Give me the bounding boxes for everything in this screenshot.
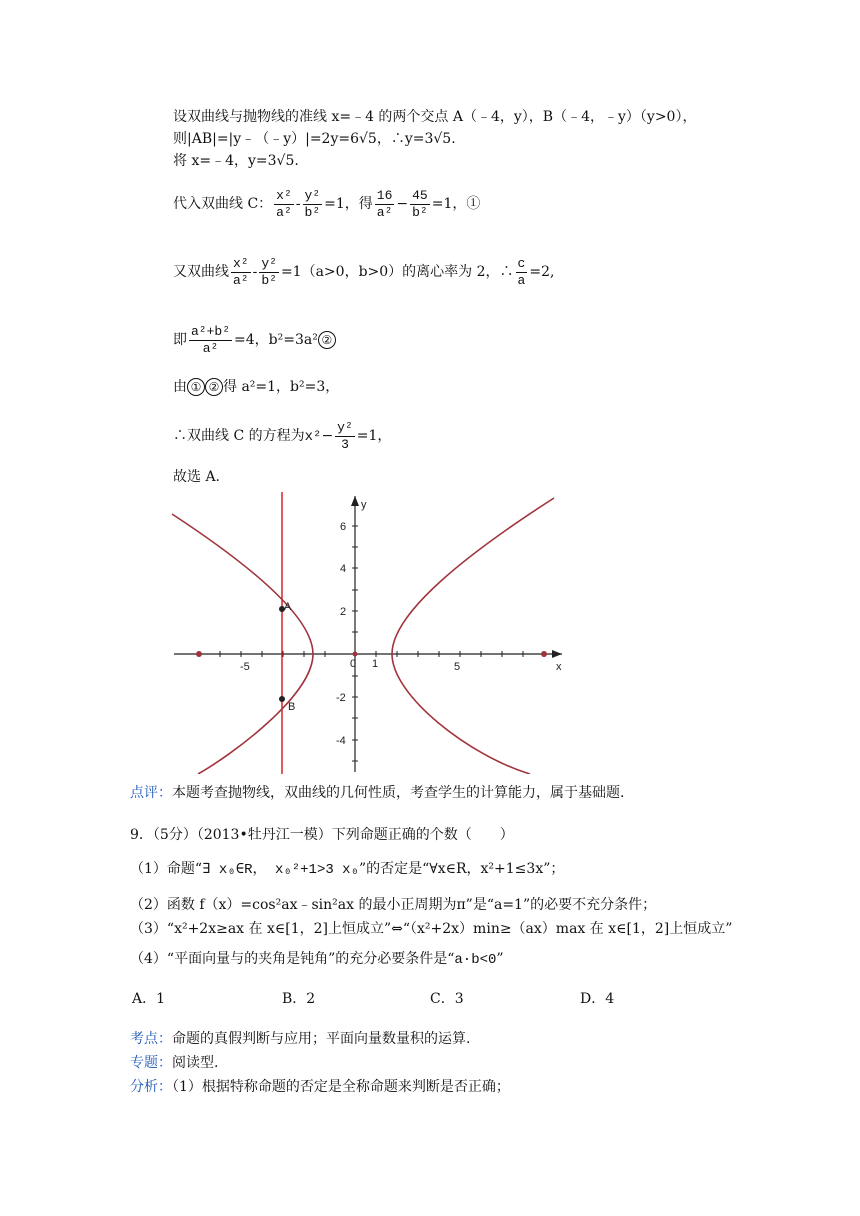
zhuanti-tag: 专题： — [130, 1055, 172, 1071]
tick-x-5: 5 — [454, 661, 461, 673]
fraction-x2-a2-b: $\frac{\text{x²}}{\text{a²}}$ — [233, 255, 249, 288]
fraction-x2-a2: $\frac{\text{x²}}{\text{a²}}$ — [276, 187, 292, 220]
hyperbola-graph — [170, 492, 570, 774]
tick-x-neg5: -5 — [240, 661, 250, 673]
circled-1: ① — [187, 378, 205, 396]
solution-line-8: ∴双曲线 C 的方程为x²− $\frac{\text{y²}}{3}$ =1， — [173, 419, 392, 452]
fraction-y2-b2-b: $\frac{\text{y²}}{\text{b²}}$ — [261, 255, 277, 288]
question-item-1: （1）命题“∃ x₀∈R， x₀²+1>3 x₀”的否定是“∀x∈R，x²+1≤3x”； — [130, 861, 565, 878]
tick-x-0: 0 — [350, 658, 357, 670]
circled-2: ② — [318, 331, 336, 349]
solution-line-1: 设双曲线与抛物线的准线 x=﹣4 的两个交点 A（﹣4，y），B（﹣4，﹣y）（y>0）， — [173, 109, 697, 125]
review-tag: 点评： — [130, 785, 172, 801]
x-axis-label: x — [556, 661, 562, 673]
tick-x-1: 1 — [372, 658, 379, 670]
fraction-y2-b2: $\frac{\text{y²}}{\text{b²}}$ — [304, 187, 321, 220]
question-item-4: （4）“平面向量与的夹角是钝角”的充分必要条件是“a·b<0” — [130, 951, 504, 968]
solution-line-7: 由 ① ② 得 a²=1，b²=3， — [173, 379, 340, 395]
fenxi-line: 分析：（1）根据特称命题的否定是全称命题来判断是否正确； — [130, 1079, 510, 1095]
solution-line-6: 即 $\frac{\text{a²+b²}}{\text{a²}}$ =4，b²=3a² ② — [173, 320, 336, 360]
option-b[interactable]: B．2 — [282, 991, 316, 1007]
focus-right — [541, 651, 547, 657]
option-c[interactable]: C．3 — [430, 991, 464, 1007]
zhuanti-line: 专题：阅读型. — [130, 1055, 219, 1071]
hyperbola-left-branch — [172, 514, 313, 774]
option-d[interactable]: D．4 — [580, 991, 615, 1007]
fenxi-tag: 分析： — [130, 1079, 172, 1095]
y-axis-label: y — [361, 499, 367, 511]
point-b-label: B — [288, 701, 296, 713]
y-axis-arrow — [351, 496, 359, 506]
fraction-y2-3: $\frac{\text{y²}}{3}$ — [337, 419, 353, 452]
solution-line-3: 将 x=﹣4，y=3√5. — [173, 153, 299, 169]
kaodian-tag: 考点： — [130, 1031, 172, 1047]
solution-conclusion: 故选 A. — [173, 469, 221, 485]
review-line: 点评：本题考查抛物线，双曲线的几何性质，考查学生的计算能力，属于基础题. — [130, 785, 625, 801]
hyperbola-right-branch — [392, 498, 554, 774]
option-a[interactable]: A．1 — [132, 991, 166, 1007]
point-a-label: A — [284, 601, 292, 613]
solution-line-4: 代入双曲线 C： $\frac{\text{x²}}{\text{a²}}$ - $\frac{\text{y²}}{\text{b²}}$ =1，得 $\frac{16}{\text{a²}}$ − $\frac{45}{\text{b²}}$ =1，① — [173, 187, 481, 220]
solution-line-5: 又双曲线 $\frac{\text{x²}}{\text{a²}}$ - $\frac{\text{y²}}{\text{b²}}$ =1（a>0，b>0）的离心率为 2，∴ $\frac{c}{a}$ =2, — [173, 255, 555, 288]
question-item-2: （2）函数 f（x）=cos²ax﹣sin²ax 的最小正周期为π”是“a=1”的必要不充分条件； — [130, 897, 657, 913]
tick-y-6: 6 — [340, 521, 347, 533]
fraction-16-a2: $\frac{16}{\text{a²}}$ — [376, 187, 393, 220]
fraction-c-a: $\frac{c}{a}$ — [517, 255, 526, 288]
tick-y-4: 4 — [340, 563, 347, 575]
tick-y-neg2: -2 — [336, 692, 346, 704]
tick-y-2: 2 — [340, 606, 347, 618]
kaodian-line: 考点：命题的真假判断与应用；平面向量数量积的运算. — [130, 1031, 471, 1047]
solution-line-2: 则|AB|=|y﹣（﹣y）|=2y=6√5，∴y=3√5. — [173, 131, 456, 147]
tick-y-neg4: -4 — [336, 735, 346, 747]
focus-left — [196, 651, 202, 657]
fraction-a2b2-a2: $\frac{\text{a²+b²}}{\text{a²}}$ — [191, 323, 231, 356]
question-item-3: （3）“x²+2x≥ax 在 x∈[1，2]上恒成立”⇔“（x²+2x）min≥（ax）max 在 x∈[1，2]上恒成立” — [130, 921, 733, 937]
circled-2b: ② — [205, 378, 223, 396]
origin-point — [353, 652, 358, 657]
point-b — [279, 696, 285, 702]
question-title: 9．（5分）（2013•牡丹江一模）下列命题正确的个数（ ） — [130, 827, 514, 843]
x-axis-arrow — [552, 650, 562, 658]
fraction-45-b2: $\frac{45}{\text{b²}}$ — [412, 187, 428, 220]
